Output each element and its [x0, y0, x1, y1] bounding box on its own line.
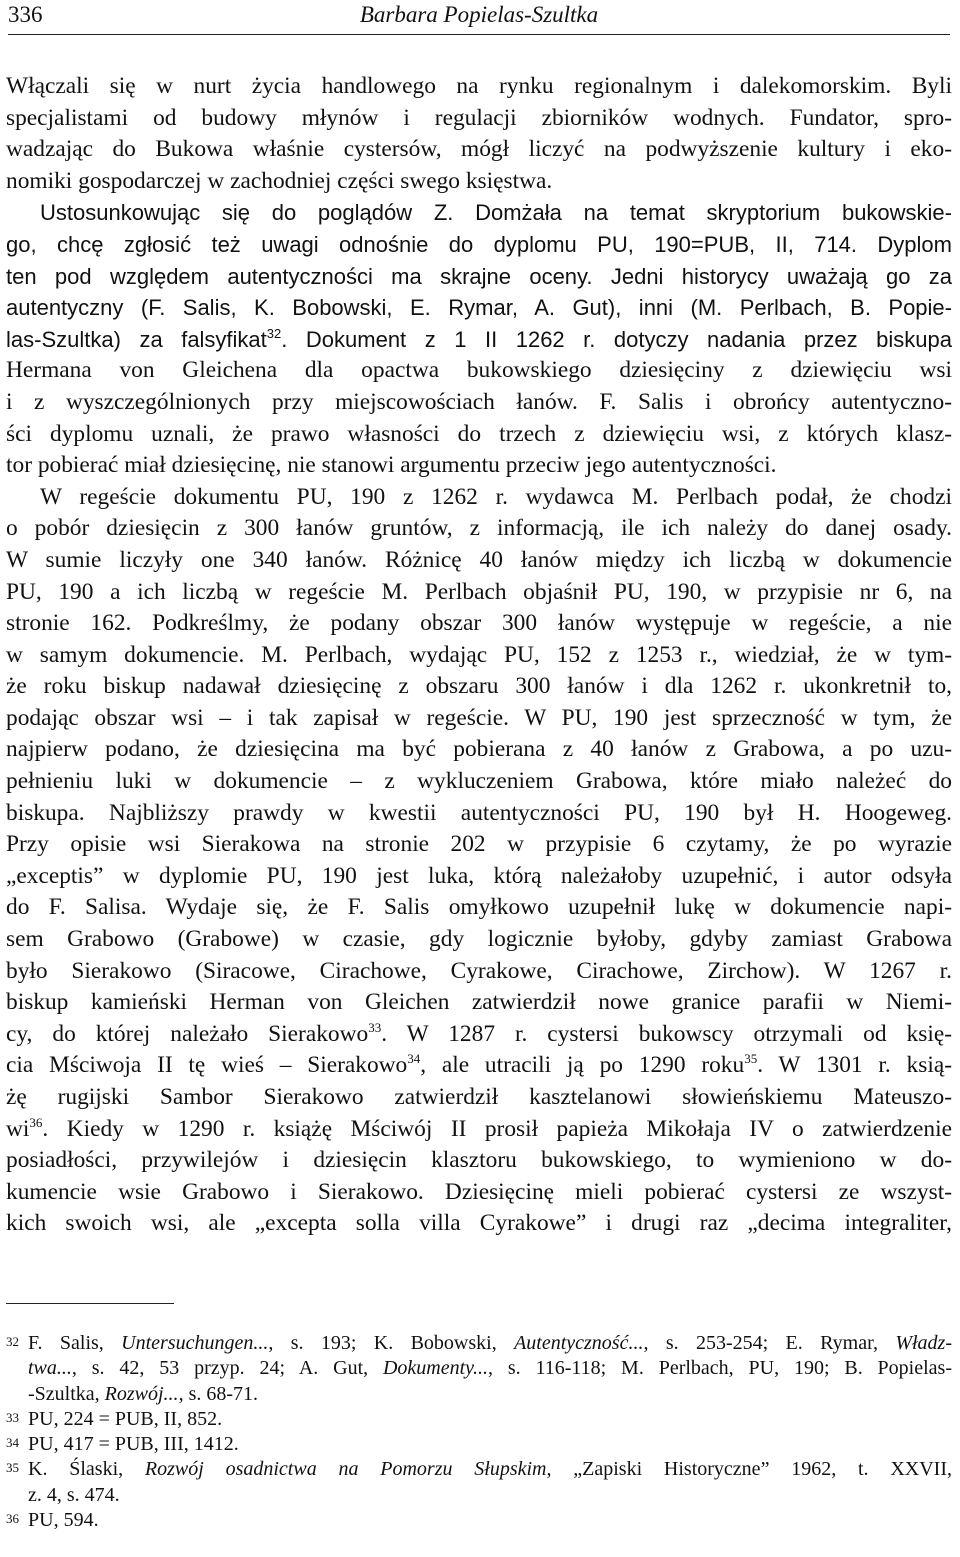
footnote-line: PU, 224 = PUB, II, 852. — [28, 1407, 223, 1430]
text-run: , ale utracili ją po 1290 roku — [420, 1052, 745, 1079]
text-run: , s. 193; K. Bobowski, — [268, 1332, 515, 1354]
body-line: specjalistami od budowy młynów i regulacji zbiorników wodnych. Fundator, spro- — [6, 104, 952, 131]
body-line: i z wyszczególnionych przy miejscowościach łanów. F. Salis i obrońcy autentyczno- — [6, 388, 952, 415]
text-run: wi — [6, 1115, 30, 1142]
footnote-33 — [6, 1407, 952, 1432]
italic-title: Władz- — [895, 1332, 952, 1354]
footnotes — [6, 1331, 952, 1533]
body-line: PU, 190 a ich liczbą w regeście M. Perlbach objaśnił PU, 190, w przypisie nr 6, na — [6, 578, 952, 605]
body-line: ten pod względem autentyczności ma skrajne oceny. Jedni historycy uważają go za — [6, 263, 952, 289]
body-text — [6, 71, 952, 1240]
body-line: biskup kamieński Herman von Gleichen zatwierdził nowe granice parafii w Niemi- — [6, 989, 952, 1016]
footnote-ref-34[interactable]: 34 — [407, 1051, 421, 1067]
text-run: cia Mściwoja II tę wieś – Sierakowo — [6, 1052, 408, 1079]
footnote-line: z. 4, s. 474. — [28, 1483, 120, 1506]
footnote-36 — [6, 1508, 952, 1533]
body-line: nomiki gospodarczej w zachodniej części swego księstwa. — [6, 167, 553, 194]
italic-title: Autentyczność... — [514, 1332, 644, 1354]
text-run: . Kiedy w 1290 r. książę Mściwój II prosił papieża Mikołaja IV o zatwierdzenie — [42, 1115, 952, 1142]
italic-title: Rozwój osadnictwa na Pomorzu Słupskim — [144, 1458, 547, 1481]
italic-title: Untersuchungen... — [121, 1332, 269, 1354]
header-rule — [8, 34, 950, 35]
footnote-number: 33 — [6, 1409, 19, 1425]
page-header — [8, 0, 950, 40]
text-run: , „Zapiski Historyczne” 1962, t. XXVII, — [546, 1458, 952, 1481]
body-line: żę rugijski Sambor Sierakowo zatwierdził kasztelanowi słowieńskiemu Mateuszo- — [6, 1084, 952, 1110]
footnote-ref-32[interactable]: 32 — [266, 325, 282, 341]
body-line: pełnieniu luki w dokumencie – z wykluczeniem Grabowa, które miało należeć do — [6, 768, 952, 795]
footnote-line — [28, 1331, 952, 1356]
body-line: Hermana von Gleichena dla opactwa bukowskiego dziesięciny z dziewięciu wsi — [6, 357, 952, 384]
body-line: Ustosunkowując się do poglądów Z. Domżała na temat skryptorium bukowskie- — [40, 200, 952, 226]
footnote-32 — [6, 1331, 952, 1407]
footnote-number: 36 — [6, 1511, 19, 1527]
body-line: do F. Salisa. Wydaje się, że F. Salis omyłkowo uzupełnił lukę w dokumencie napi- — [6, 894, 952, 921]
footnote-ref-33[interactable]: 33 — [368, 1019, 382, 1035]
text-run: , s. 116-118; M. Perlbach, PU, 190; B. Popielas- — [487, 1357, 952, 1380]
text-run: . W 1301 r. ksią- — [757, 1052, 952, 1079]
footnote-number: 34 — [6, 1435, 19, 1451]
body-line: kich swoich wsi, ale „excepta solla villa Cyrakowe” i drugi raz „decima integraliter, — [6, 1210, 952, 1237]
footnote-line: PU, 417 = PUB, III, 1412. — [28, 1433, 239, 1456]
body-line: ści dyplomu uznali, że prawo własności do trzech z dziewięciu wsi, z których klasz- — [6, 420, 952, 447]
body-line: sem Grabowo (Grabowe) w czasie, gdy logicznie byłoby, gdyby zamiast Grabowa — [6, 926, 952, 953]
page-number: 336 — [8, 2, 43, 27]
body-line — [6, 324, 952, 356]
italic-title: twa... — [28, 1357, 72, 1380]
footnote-line — [28, 1382, 952, 1407]
body-line: tor pobierać miał dziesięcinę, nie stanowi argumentu przeciw jego autentyczności. — [6, 452, 777, 479]
footnote-separator — [6, 1303, 174, 1304]
body-line: Przy opisie wsi Sierakowa na stronie 202 w przypisie 6 czytamy, że po wyrazie — [6, 831, 952, 858]
text-run: las-Szultka) za falsyfikat — [6, 326, 267, 352]
body-line — [6, 1114, 952, 1146]
footnote-number: 32 — [6, 1334, 19, 1349]
text-run: -Szultka, — [28, 1382, 105, 1405]
footnote-line: PU, 594. — [28, 1509, 99, 1532]
text-run: K. Ślaski, — [28, 1458, 145, 1481]
text-run: F. Salis, — [28, 1332, 122, 1354]
body-line: Włączali się w nurt życia handlowego na rynku regionalnym i dalekomorskim. Byli — [6, 73, 952, 99]
footnote-ref-36[interactable]: 36 — [29, 1114, 43, 1130]
footnote-34 — [6, 1432, 952, 1457]
footnote-number: 35 — [6, 1460, 19, 1476]
text-run: . Dokument z 1 II 1262 r. dotyczy nadania przez biskupa — [281, 326, 953, 352]
body-line: „exceptis” w dyplomie PU, 190 jest luka, którą należałoby uzupełnić, i autor odsyła — [6, 862, 952, 889]
body-line: było Sierakowo (Siracowe, Cirachowe, Cyrakowe, Cirachowe, Zirchow). W 1267 r. — [6, 957, 952, 984]
footnote-35 — [6, 1457, 952, 1508]
text-run: cy, do której należało Sierakowo — [6, 1020, 369, 1047]
footnote-ref-35[interactable]: 35 — [744, 1051, 758, 1067]
body-line: autentyczny (F. Salis, K. Bobowski, E. Rymar, A. Gut), inni (M. Perlbach, B. Popie- — [6, 295, 952, 321]
italic-title: Rozwój... — [104, 1382, 179, 1405]
footnote-line — [28, 1457, 952, 1482]
body-line: W sumie liczyły one 340 łanów. Różnicę 40 łanów między ich liczbą w dokumencie — [6, 546, 952, 573]
body-line: o pobór dziesięcin z 300 łanów gruntów, z informacją, ile ich należy do danej osady. — [6, 515, 952, 542]
body-line: wadzając do Bukowa właśnie cystersów, mógł liczyć na podwyższenie kultury i eko- — [6, 136, 952, 163]
body-line: w samym dokumencie. M. Perlbach, wydając PU, 152 z 1253 r., wiedział, że w tym- — [6, 641, 952, 668]
body-line: że roku biskup nadawał dziesięcinę z obszaru 300 łanów i dla 1262 r. ukonkretnił to, — [6, 673, 952, 700]
text-run: , s. 253-254; E. Rymar, — [643, 1332, 896, 1354]
body-line — [6, 1019, 952, 1051]
body-line: W regeście dokumentu PU, 190 z 1262 r. wydawca M. Perlbach podał, że chodzi — [40, 483, 952, 510]
footnote-line — [28, 1356, 952, 1381]
body-line: posiadłości, przywilejów i dziesięcin klasztoru bukowskiego, to wymieniono w do- — [6, 1147, 952, 1174]
body-line: podając obszar wsi – i tak zapisał w regeście. W PU, 190 jest sprzeczność w tym, że — [6, 704, 952, 731]
body-line: najpierw podano, że dziesięcina ma być pobierana z 40 łanów z Grabowa, a po uzu- — [6, 736, 952, 763]
body-line: biskupa. Najbliższy prawdy w kwestii autentyczności PU, 190 był H. Hoogeweg. — [6, 799, 952, 826]
text-run: . W 1287 r. cystersi bukowscy otrzymali od księ- — [381, 1020, 952, 1047]
text-run: , s. 68-71. — [178, 1382, 259, 1405]
body-line: go, chcę zgłosić też uwagi odnośnie do dyplomu PU, 190=PUB, II, 714. Dyplom — [6, 231, 952, 257]
text-run: , s. 42, 53 przyp. 24; A. Gut, — [71, 1357, 383, 1380]
running-head: Barbara Popielas-Szultka — [359, 2, 599, 27]
body-line — [6, 1050, 952, 1082]
body-line: kumencie wsie Grabowo i Sierakowo. Dziesięcinę mieli pobierać cystersi ze wszyst- — [6, 1178, 952, 1205]
body-line: stronie 162. Podkreślmy, że podany obszar 300 łanów występuje w regeście, a nie — [6, 610, 952, 637]
italic-title: Dokumenty... — [382, 1357, 488, 1380]
